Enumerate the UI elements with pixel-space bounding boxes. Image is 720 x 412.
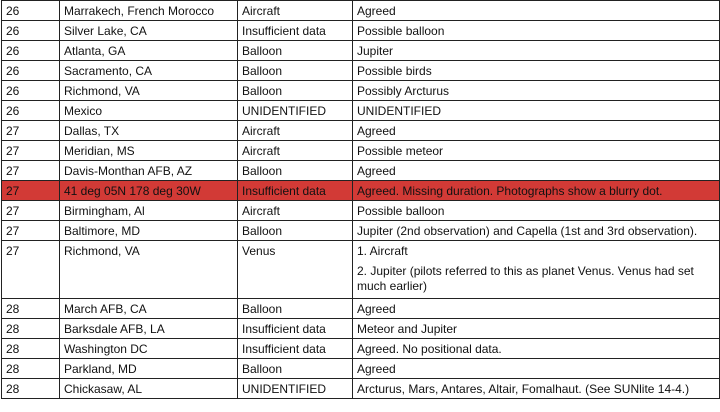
conclusion-cell: Possible balloon <box>353 21 720 41</box>
location-cell: Atlanta, GA <box>60 41 238 61</box>
location-cell: Washington DC <box>60 339 238 359</box>
day-cell: 27 <box>2 141 60 161</box>
day-cell: 26 <box>2 61 60 81</box>
day-cell: 28 <box>2 359 60 379</box>
type-cell: Insufficient data <box>238 319 353 339</box>
type-cell: Balloon <box>238 299 353 319</box>
location-cell: March AFB, CA <box>60 299 238 319</box>
table-row <box>2 121 720 141</box>
conclusion-cell: Agreed <box>353 1 720 21</box>
day-cell: 26 <box>2 21 60 41</box>
location-cell: Richmond, VA <box>60 81 238 101</box>
conclusion-cell: Agreed <box>353 161 720 181</box>
table-row <box>2 101 720 121</box>
location-cell: Meridian, MS <box>60 141 238 161</box>
conclusion-cell: Agreed. No positional data. <box>353 339 720 359</box>
table-row <box>2 41 720 61</box>
day-cell: 26 <box>2 1 60 21</box>
table-row <box>2 201 720 221</box>
day-cell: 28 <box>2 299 60 319</box>
location-cell: Baltimore, MD <box>60 221 238 241</box>
conclusion-cell: Possible birds <box>353 61 720 81</box>
type-cell: Aircraft <box>238 1 353 21</box>
type-cell: Balloon <box>238 41 353 61</box>
table-row <box>2 21 720 41</box>
sightings-table <box>1 0 720 399</box>
day-cell: 28 <box>2 339 60 359</box>
day-cell: 26 <box>2 101 60 121</box>
conclusion-cell: Agreed <box>353 299 720 319</box>
type-cell: Balloon <box>238 81 353 101</box>
table-row <box>2 241 720 299</box>
table-row <box>2 319 720 339</box>
conclusion-cell: Possible balloon <box>353 201 720 221</box>
location-cell: Barksdale AFB, LA <box>60 319 238 339</box>
conclusion-cell: Possible meteor <box>353 141 720 161</box>
conclusion-cell: Agreed. Missing duration. Photographs show a blurry dot. <box>353 181 720 201</box>
type-cell: Insufficient data <box>238 181 353 201</box>
day-cell: 28 <box>2 319 60 339</box>
type-cell: Aircraft <box>238 121 353 141</box>
conclusion-cell: Possibly Arcturus <box>353 81 720 101</box>
day-cell: 26 <box>2 41 60 61</box>
location-cell: 41 deg 05N 178 deg 30W <box>60 181 238 201</box>
conclusion-cell: Agreed <box>353 121 720 141</box>
location-cell: Silver Lake, CA <box>60 21 238 41</box>
conclusion-cell: UNIDENTIFIED <box>353 101 720 121</box>
conclusion-cell: Jupiter <box>353 41 720 61</box>
table-row <box>2 221 720 241</box>
location-cell: Sacramento, CA <box>60 61 238 81</box>
conclusion-cell: Arcturus, Mars, Antares, Altair, Fomalhaut. (See SUNlite 14-4.) <box>353 379 720 399</box>
location-cell: Parkland, MD <box>60 359 238 379</box>
conclusion-line-2: 2. Jupiter (pilots referred to this as planet Venus. Venus had set much earlier) <box>357 264 694 293</box>
table-row <box>2 161 720 181</box>
conclusion-cell <box>353 241 720 299</box>
type-cell: Balloon <box>238 161 353 181</box>
table-row <box>2 61 720 81</box>
day-cell: 27 <box>2 121 60 141</box>
type-cell: Balloon <box>238 221 353 241</box>
day-cell: 27 <box>2 181 60 201</box>
type-cell: UNIDENTIFIED <box>238 101 353 121</box>
type-cell: Balloon <box>238 359 353 379</box>
table-row <box>2 379 720 399</box>
day-cell: 26 <box>2 81 60 101</box>
type-cell: Aircraft <box>238 201 353 221</box>
location-cell: Chickasaw, AL <box>60 379 238 399</box>
day-cell: 27 <box>2 201 60 221</box>
conclusion-cell: Agreed <box>353 359 720 379</box>
type-cell: Balloon <box>238 61 353 81</box>
location-cell: Birmingham, Al <box>60 201 238 221</box>
conclusion-cell: Meteor and Jupiter <box>353 319 720 339</box>
type-cell: Venus <box>238 241 353 299</box>
type-cell: Insufficient data <box>238 21 353 41</box>
type-cell: UNIDENTIFIED <box>238 379 353 399</box>
location-cell: Marrakech, French Morocco <box>60 1 238 21</box>
conclusion-cell: Jupiter (2nd observation) and Capella (1st and 3rd observation). <box>353 221 720 241</box>
location-cell: Dallas, TX <box>60 121 238 141</box>
location-cell: Davis-Monthan AFB, AZ <box>60 161 238 181</box>
table-row <box>2 141 720 161</box>
type-cell: Insufficient data <box>238 339 353 359</box>
table-row <box>2 299 720 319</box>
type-cell: Aircraft <box>238 141 353 161</box>
day-cell: 27 <box>2 221 60 241</box>
highlighted-table-row <box>2 181 720 201</box>
location-cell: Mexico <box>60 101 238 121</box>
table-row <box>2 1 720 21</box>
day-cell: 27 <box>2 241 60 299</box>
conclusion-line-1: 1. Aircraft <box>357 244 408 258</box>
table-row <box>2 359 720 379</box>
table-row <box>2 81 720 101</box>
table-row <box>2 339 720 359</box>
day-cell: 28 <box>2 379 60 399</box>
day-cell: 27 <box>2 161 60 181</box>
location-cell: Richmond, VA <box>60 241 238 299</box>
